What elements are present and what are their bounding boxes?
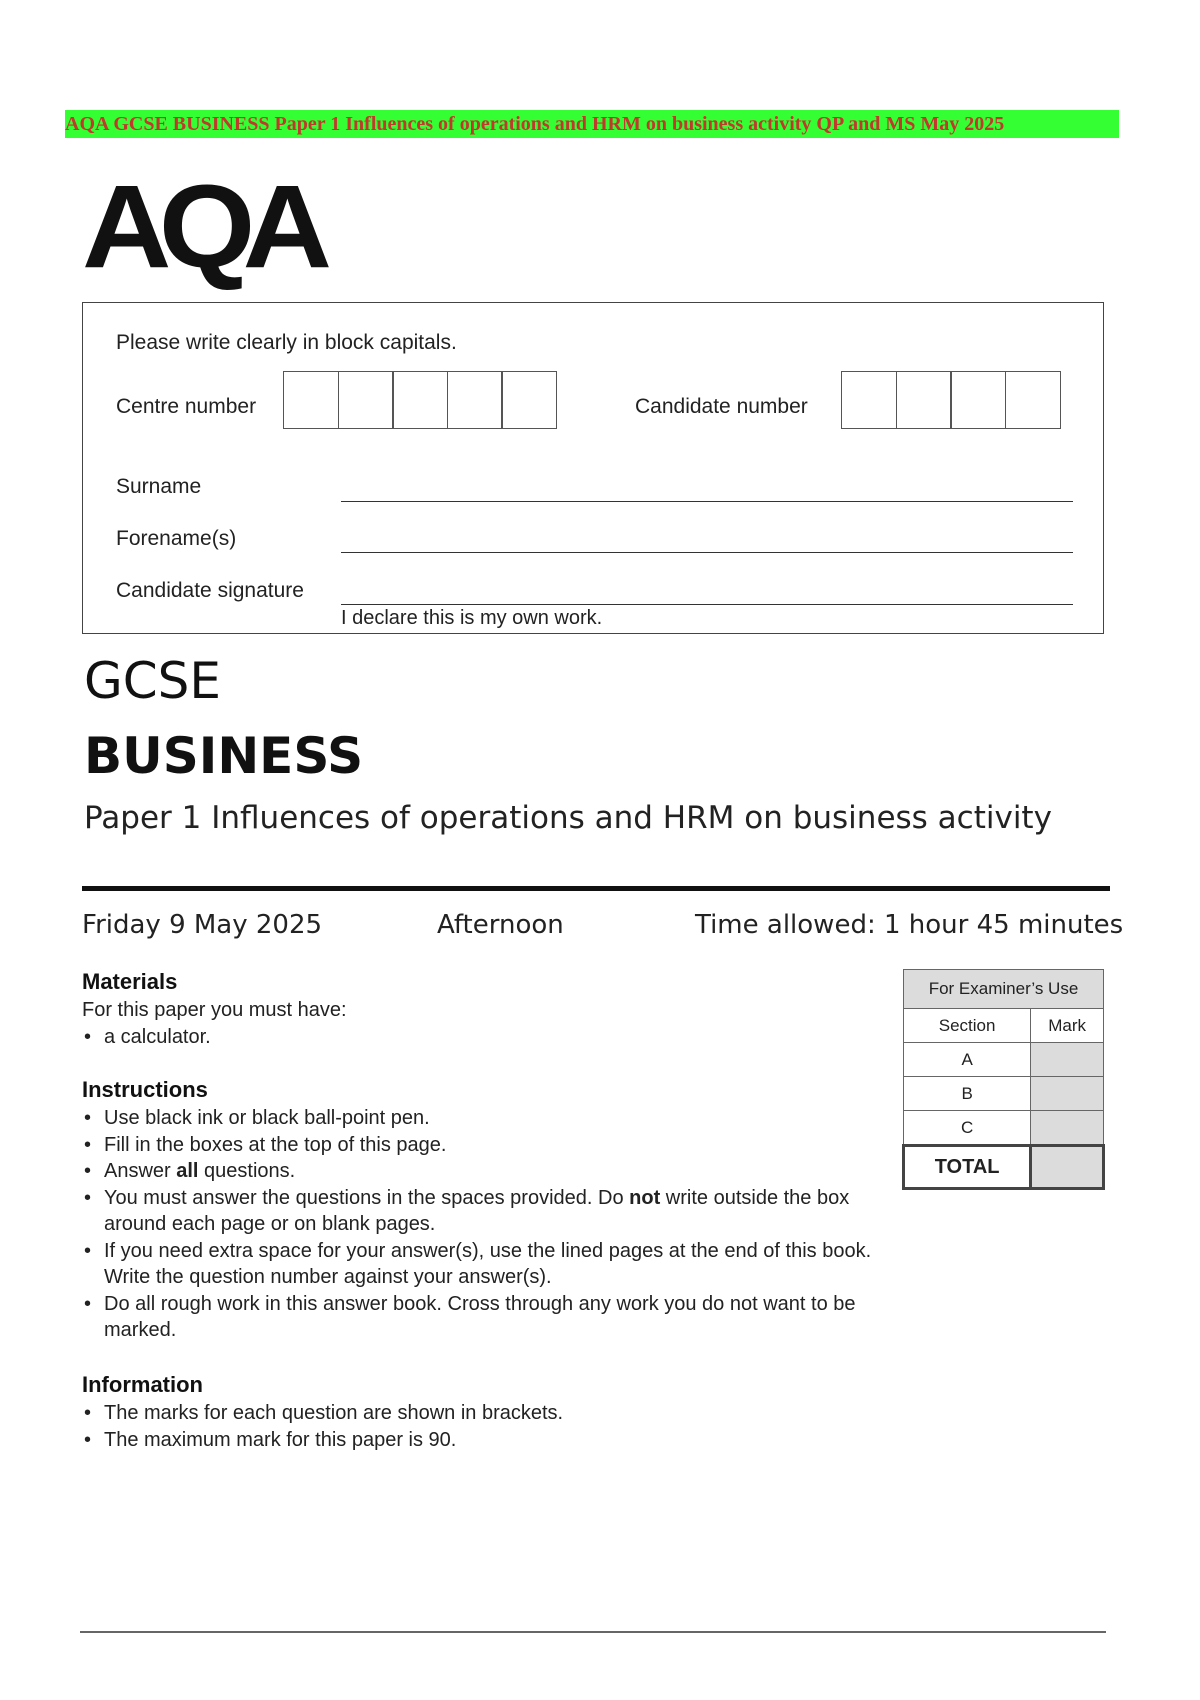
mark-cell bbox=[1031, 1077, 1104, 1111]
title-divider bbox=[82, 886, 1110, 891]
section-label: C bbox=[904, 1111, 1031, 1146]
list-item: • The marks for each question are shown in brackets. bbox=[82, 1400, 882, 1427]
centre-digit-box[interactable] bbox=[447, 371, 503, 429]
candidate-digit-box[interactable] bbox=[950, 371, 1006, 429]
information-list bbox=[82, 1400, 882, 1453]
materials-intro: For this paper you must have: bbox=[82, 999, 347, 1021]
list-item: • If you need extra space for your answer(s), use the lined pages at the end of this book. Write the question number against your answer(s). bbox=[82, 1238, 882, 1291]
section-column-header: Section bbox=[904, 1009, 1031, 1043]
materials-list bbox=[82, 1024, 882, 1051]
section-label: A bbox=[904, 1043, 1031, 1077]
list-item: • The maximum mark for this paper is 90. bbox=[82, 1427, 882, 1454]
centre-digit-box[interactable] bbox=[283, 371, 339, 429]
subject-title: BUSINESS bbox=[84, 727, 364, 785]
list-item: • Answer all questions. bbox=[82, 1158, 882, 1185]
centre-number-boxes[interactable] bbox=[283, 371, 556, 429]
mark-cell bbox=[1031, 1111, 1104, 1146]
candidate-number-boxes[interactable] bbox=[841, 371, 1059, 429]
signature-line[interactable] bbox=[341, 604, 1073, 605]
forename-line[interactable] bbox=[341, 552, 1073, 553]
surname-label: Surname bbox=[116, 475, 202, 498]
list-item: • Fill in the boxes at the top of this page. bbox=[82, 1132, 882, 1159]
paper-title: Paper 1 Influences of operations and HRM on business activity bbox=[84, 800, 1052, 836]
block-capitals-instruction: Please write clearly in block capitals. bbox=[116, 331, 457, 354]
forename-label: Forename(s) bbox=[116, 527, 237, 550]
list-item: • a calculator. bbox=[82, 1024, 882, 1051]
instructions-heading: Instructions bbox=[82, 1077, 208, 1102]
section-label: B bbox=[904, 1077, 1031, 1111]
centre-number-label: Centre number bbox=[116, 395, 257, 418]
list-item: • Use black ink or black ball-point pen. bbox=[82, 1105, 882, 1132]
examiner-table-title: For Examiner’s Use bbox=[904, 970, 1104, 1009]
surname-line[interactable] bbox=[341, 501, 1073, 502]
centre-digit-box[interactable] bbox=[501, 371, 557, 429]
signature-label: Candidate signature bbox=[116, 579, 304, 602]
total-mark-cell bbox=[1031, 1146, 1104, 1189]
materials-heading: Materials bbox=[82, 969, 178, 994]
exam-session: Afternoon bbox=[437, 910, 564, 940]
total-label: TOTAL bbox=[904, 1146, 1031, 1189]
declaration-text: I declare this is my own work. bbox=[341, 607, 603, 629]
exam-date: Friday 9 May 2025 bbox=[82, 910, 323, 940]
instructions-list bbox=[82, 1105, 882, 1344]
examiner-use-table bbox=[902, 969, 1105, 1190]
mark-cell bbox=[1031, 1043, 1104, 1077]
candidate-digit-box[interactable] bbox=[841, 371, 897, 429]
emphasis-text: all bbox=[176, 1160, 199, 1182]
centre-digit-box[interactable] bbox=[338, 371, 394, 429]
candidate-digit-box[interactable] bbox=[1005, 371, 1061, 429]
candidate-details-box bbox=[82, 302, 1104, 634]
emphasis-text: not bbox=[629, 1186, 661, 1209]
list-item: • Do all rough work in this answer book. Cross through any work you do not want to be marked. bbox=[82, 1291, 882, 1344]
list-item: • You must answer the questions in the spaces provided. Do not write outside the box around each page or on blank pages. bbox=[82, 1185, 882, 1238]
document-banner: AQA GCSE BUSINESS Paper 1 Influences of operations and HRM on business activity QP and MS May 2025 bbox=[65, 110, 1119, 138]
aqa-logo: AQA bbox=[82, 161, 320, 293]
candidate-number-label: Candidate number bbox=[635, 395, 808, 418]
candidate-digit-box[interactable] bbox=[896, 371, 952, 429]
footer-rule bbox=[80, 1631, 1106, 1633]
mark-column-header: Mark bbox=[1031, 1009, 1104, 1043]
centre-digit-box[interactable] bbox=[392, 371, 448, 429]
time-allowed: Time allowed: 1 hour 45 minutes bbox=[695, 910, 1124, 940]
information-heading: Information bbox=[82, 1372, 203, 1397]
qualification-title: GCSE bbox=[84, 652, 221, 710]
